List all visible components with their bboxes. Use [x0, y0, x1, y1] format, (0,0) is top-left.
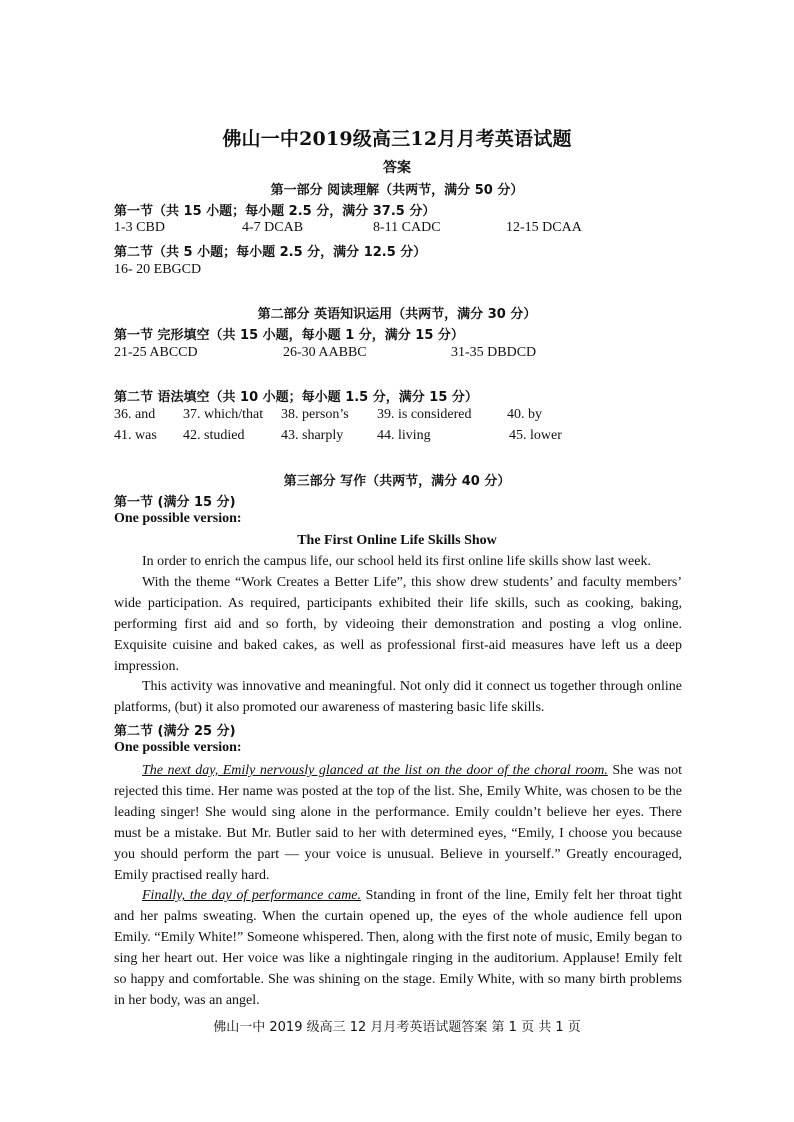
- answer-item: 16- 20 EBGCD: [114, 262, 202, 277]
- part1-section1-answers: [0, 220, 794, 240]
- answer-item: 38. person’s: [281, 407, 349, 422]
- answer-item: 44. living: [377, 428, 431, 443]
- version-label: One possible version:: [114, 511, 242, 526]
- paragraph-lead: The next day, Emily nervously glanced at the list on the door of the choral room.: [142, 763, 608, 778]
- page-subtitle: 答案: [383, 160, 411, 176]
- part2-section2-answers-row2: [0, 428, 794, 448]
- answer-item: 43. sharply: [281, 428, 344, 443]
- answer-item: 37. which/that: [183, 407, 264, 422]
- answer-item: 45. lower: [509, 428, 562, 443]
- answer-item: 39. is considered: [377, 407, 472, 422]
- answer-item: 31-35 DBDCD: [451, 345, 537, 360]
- answer-item: 8-11 CADC: [373, 220, 441, 235]
- part1-section2-answers: [0, 262, 794, 282]
- continuation-body: [114, 761, 682, 1012]
- part3-section1-heading: 第一节 (满分 15 分): [114, 495, 236, 510]
- answer-item: 26-30 AABBC: [283, 345, 367, 360]
- part2-heading: 第二部分 英语知识运用（共两节，满分 30 分）: [257, 307, 537, 322]
- page-title: 佛山一中2019级高三12月月考英语试题: [222, 128, 572, 150]
- essay-title: The First Online Life Skills Show: [297, 533, 497, 548]
- essay-paragraph: This activity was innovative and meaningful. Not only did it connect us together through online platforms, (but) it also promoted our awareness of mastering basic life skills.: [114, 679, 682, 716]
- essay-paragraph: With the theme “Work Creates a Better Life”, this show drew students’ and faculty members’ wide participation. As required, participants exhibited their life skills, such as cooking, baking, performing first aid and so forth, by videoing their demonstration and posting a vlog online. Exquisite cuisine and baked cakes, as well as professional first-aid measures have left us a deep impression.: [114, 574, 682, 674]
- part2-section2-heading: 第二节 语法填空（共 10 小题；每小题 1.5 分，满分 15 分）: [114, 390, 478, 405]
- paragraph-lead: Finally, the day of performance came.: [142, 888, 362, 904]
- paragraph-text: Standing in front of the line, Emily felt her throat tight and her palms sweating. When the curtain opened up, the eyes of the whole audience fell upon Emily. “Emily White!” Someone whispered. Then, along with the first note of music, Emily began to sing her heart out. Her voice was like a nightingale ringing in the auditorium. Applause! Emily felt so happy and comfortable. She was shining on the stage. Emily White, with so many birth problems in her body, was an angel.: [114, 888, 683, 1008]
- answer-item: 36. and: [114, 407, 156, 422]
- part1-section2-heading: 第二节（共 5 小题；每小题 2.5 分，满分 12.5 分）: [114, 245, 427, 260]
- part3-section2-heading: 第二节 (满分 25 分): [114, 724, 236, 739]
- part3-heading: 第三部分 写作（共两节，满分 40 分）: [283, 474, 511, 489]
- answer-item: 41. was: [114, 428, 157, 443]
- answer-item: 21-25 ABCCD: [114, 345, 198, 360]
- continuation-paragraph: [114, 886, 682, 1011]
- essay-body: [114, 552, 682, 719]
- answer-item: 12-15 DCAA: [506, 220, 582, 235]
- answer-item: 4-7 DCAB: [242, 220, 304, 235]
- part1-heading: 第一部分 阅读理解（共两节，满分 50 分）: [270, 183, 524, 198]
- part1-section1-heading: 第一节（共 15 小题；每小题 2.5 分，满分 37.5 分）: [114, 204, 436, 219]
- answer-item: 42. studied: [183, 428, 245, 443]
- page-footer: 佛山一中 2019 级高三 12 月月考英语试题答案 第 1 页 共 1 页: [213, 1020, 581, 1035]
- part2-section2-answers-row1: [0, 407, 794, 427]
- continuation-paragraph: [114, 761, 682, 886]
- part2-section1-heading: 第一节 完形填空（共 15 小题，每小题 1 分，满分 15 分）: [114, 328, 464, 343]
- paragraph-text: She was not rejected this time. Her name was posted at the top of the list. She, Emily White, was chosen to be the leading singer! She would sing alone in the performance. Emily couldn’t believe her eyes. There must be a mistake. But Mr. Butler said to her with determined eyes, “Emily, I choose you because you should perform the part — your voice is unusual. Believe in yourself.” Greatly encouraged, Emily practised really hard.: [114, 763, 682, 883]
- essay-paragraph: In order to enrich the campus life, our school held its first online life skills show last week.: [142, 554, 651, 569]
- answer-item: 40. by: [507, 407, 542, 422]
- version-label: One possible version:: [114, 740, 242, 755]
- part2-section1-answers: [0, 345, 794, 365]
- answer-item: 1-3 CBD: [114, 220, 165, 235]
